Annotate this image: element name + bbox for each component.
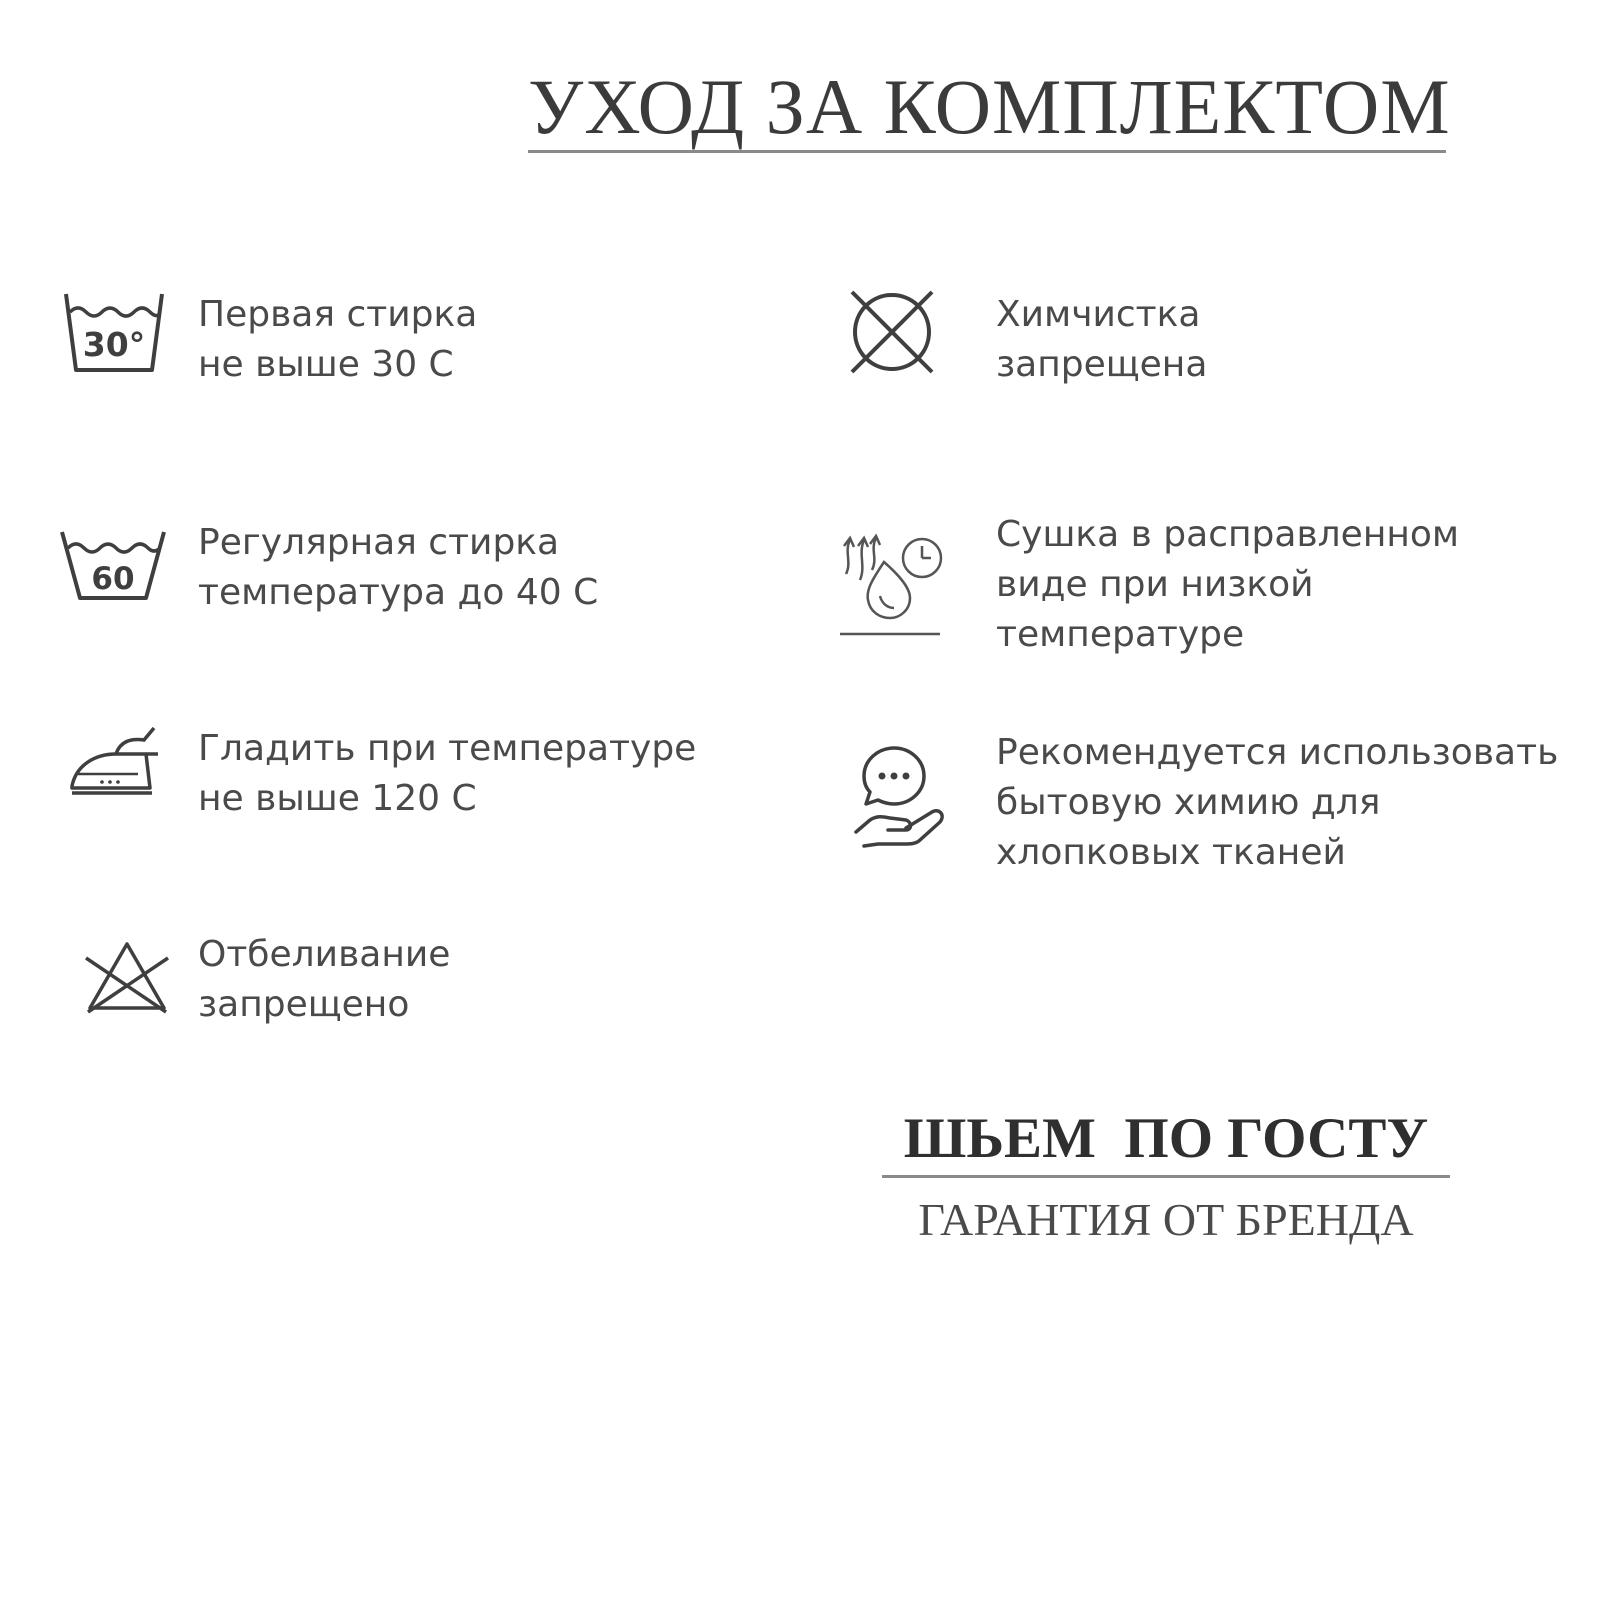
list-item xyxy=(198,930,450,1030)
item-line: Первая стирка xyxy=(198,294,478,335)
item-line: хлопковых тканей xyxy=(996,832,1346,873)
list-item xyxy=(198,290,477,390)
hand-chat-icon xyxy=(852,744,952,848)
item-line: Сушка в расправленном xyxy=(996,514,1460,555)
item-line: бытовую химию для xyxy=(996,782,1381,823)
gost-underline xyxy=(882,1175,1450,1178)
item-line: запрещено xyxy=(198,984,410,1025)
item-line: Рекомендуется использовать xyxy=(996,732,1559,773)
wash-30-icon xyxy=(64,292,164,376)
no-dry-clean-icon xyxy=(848,288,936,376)
item-line: Отбеливание xyxy=(198,934,451,975)
page-title: УХОД ЗА КОМПЛЕКТОМ xyxy=(528,63,1451,150)
gost-heading: ШЬЕМ ПО ГОСТУ xyxy=(903,1107,1429,1170)
item-line: запрещена xyxy=(996,344,1208,385)
item-line: не выше 30 С xyxy=(198,344,454,385)
list-item xyxy=(996,290,1207,390)
wash-60-label: 60 xyxy=(91,561,135,597)
low-temp-dry-icon xyxy=(838,532,948,636)
item-line: Химчистка xyxy=(996,294,1201,335)
title-underline xyxy=(528,150,1446,153)
brand-guarantee: ГАРАНТИЯ ОТ БРЕНДА xyxy=(918,1194,1414,1245)
item-line: не выше 120 С xyxy=(198,778,477,819)
item-line: температуре xyxy=(996,614,1245,655)
wash-60-icon xyxy=(60,530,166,602)
item-line: температура до 40 С xyxy=(198,572,599,613)
list-item xyxy=(198,724,696,824)
item-line: Гладить при температуре xyxy=(198,728,697,769)
item-line: Регулярная стирка xyxy=(198,522,560,563)
no-bleach-icon xyxy=(84,940,170,1014)
list-item xyxy=(996,728,1558,878)
iron-icon xyxy=(68,726,164,796)
list-item xyxy=(996,510,1459,660)
item-line: виде при низкой xyxy=(996,564,1314,605)
list-item xyxy=(198,518,598,618)
wash-30-label: 30° xyxy=(82,325,146,364)
